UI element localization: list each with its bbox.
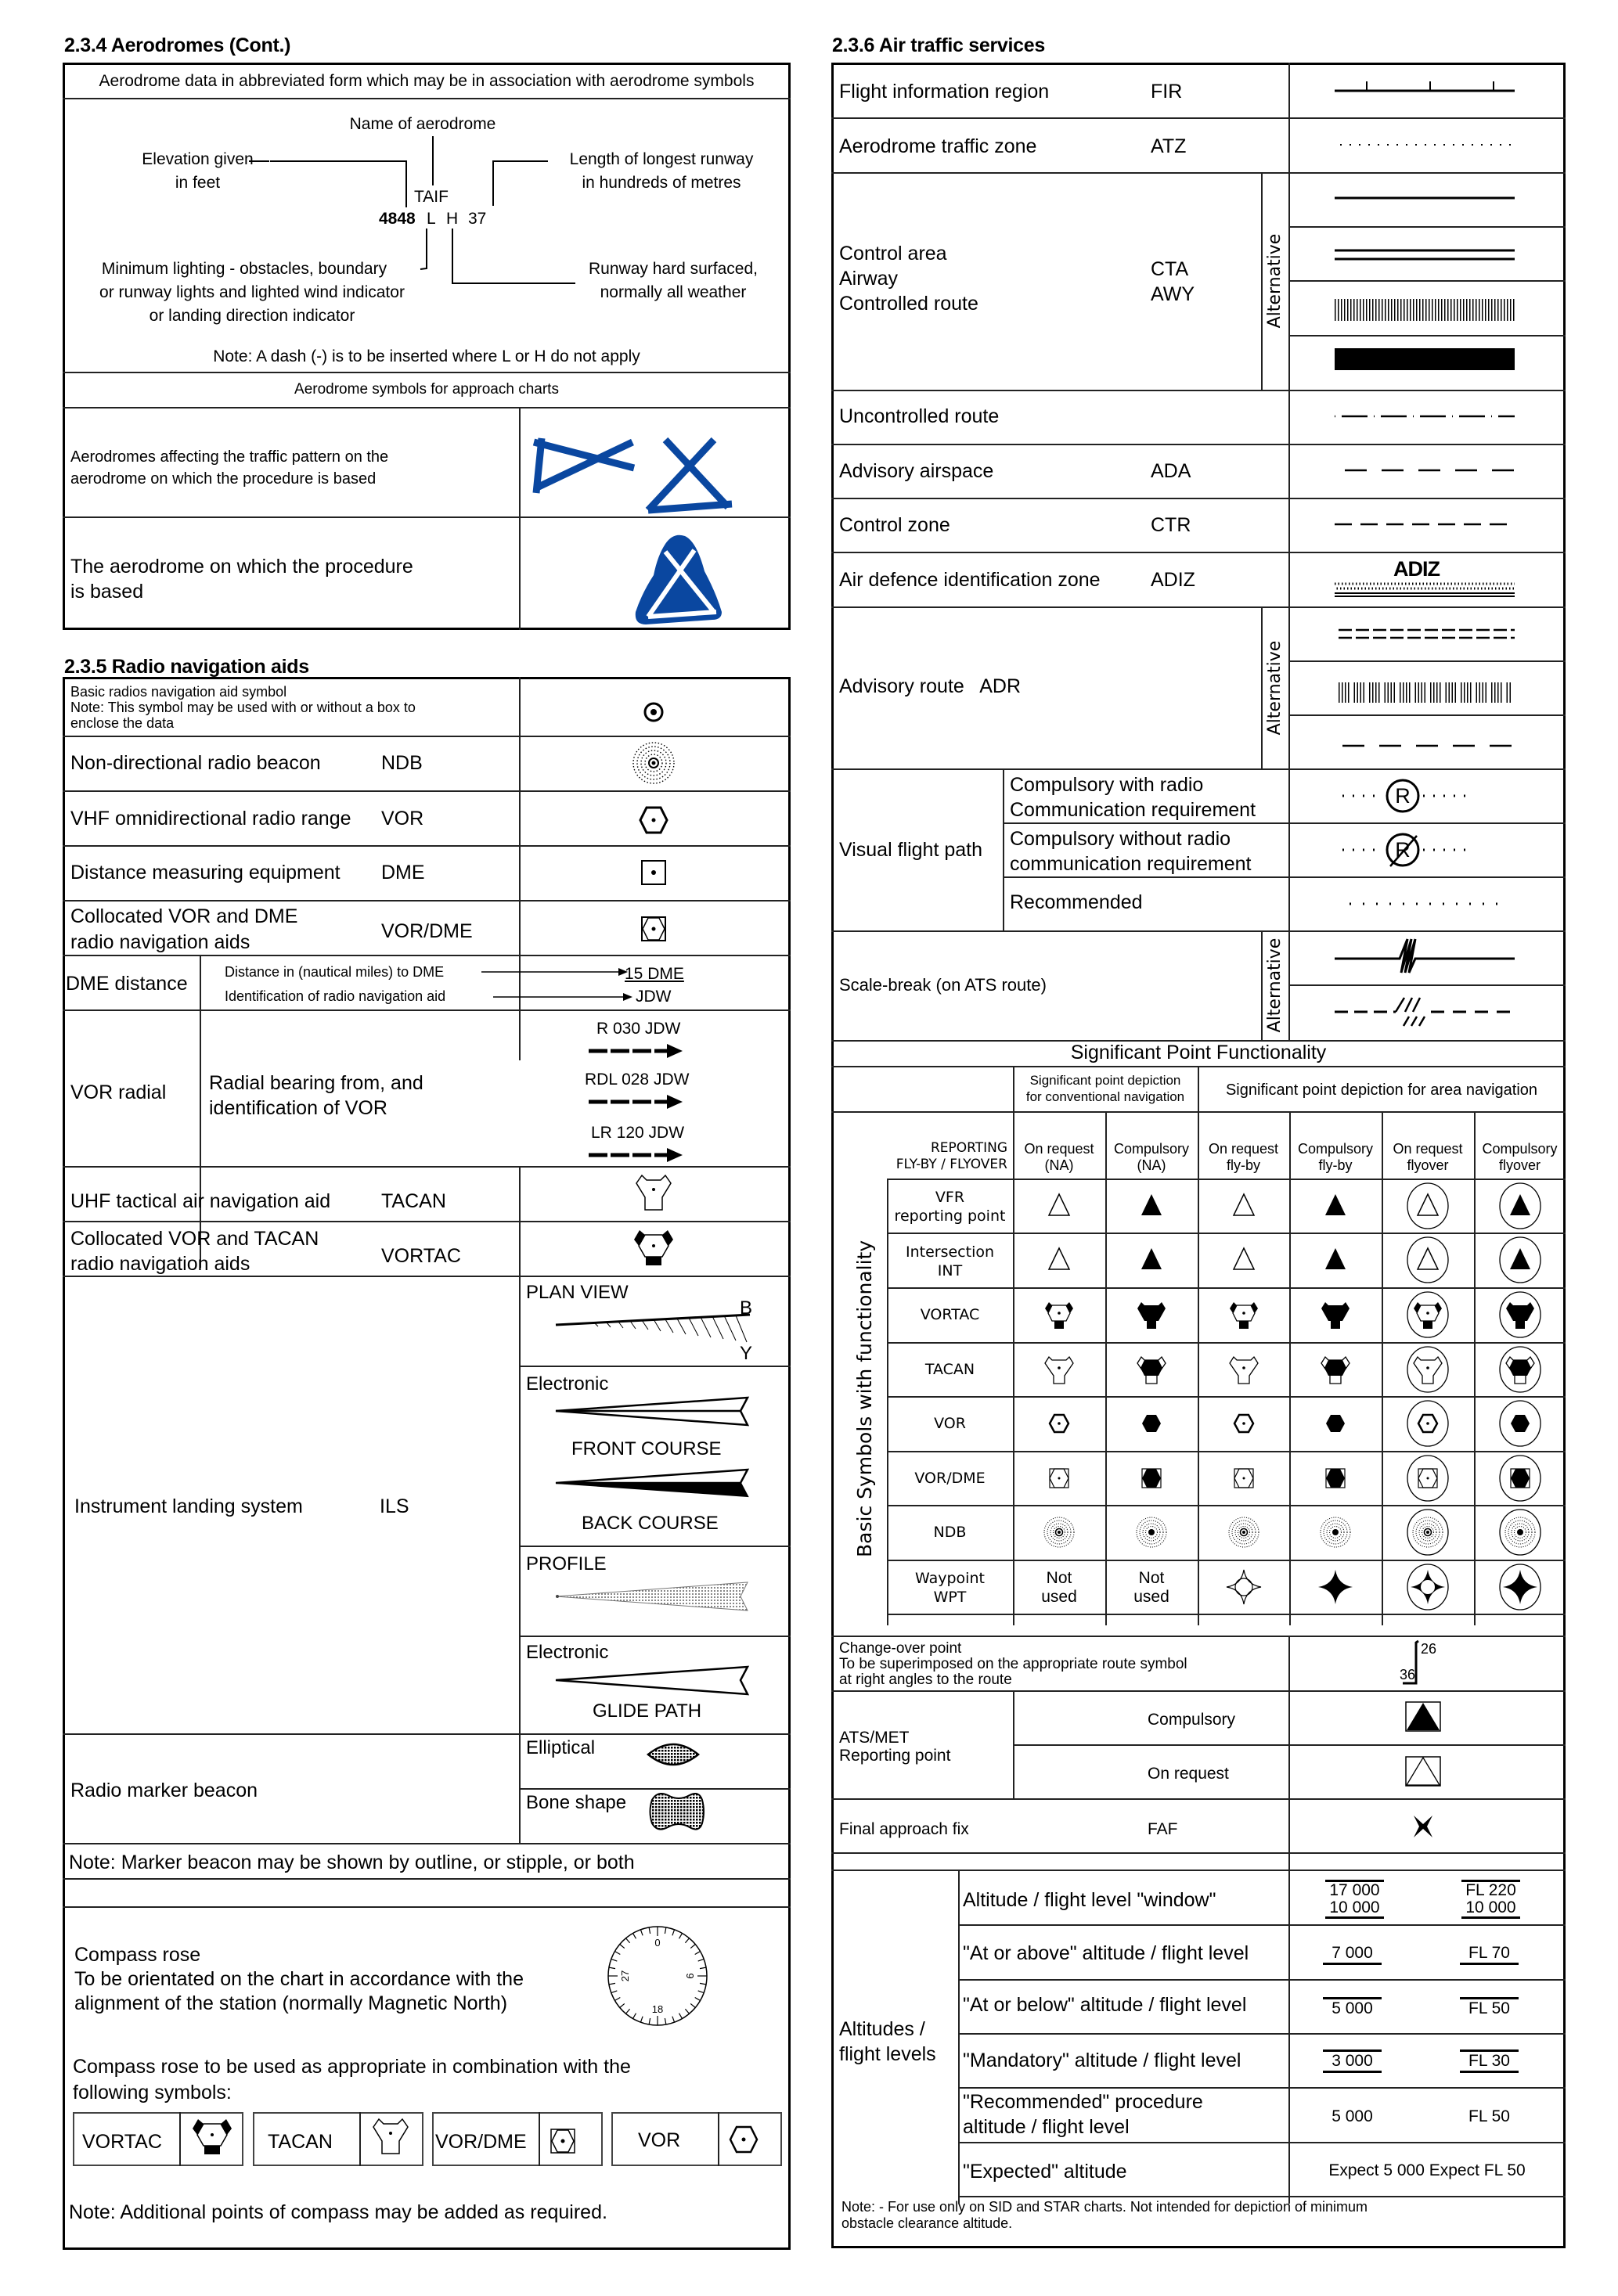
divider <box>1288 335 1566 336</box>
affecting-aerodrome-icon <box>534 438 634 493</box>
combo-vortac-icon <box>191 2118 233 2157</box>
surface-label-2: normally all weather <box>600 283 747 301</box>
at-or-below-fl: FL 50 <box>1460 1997 1519 2018</box>
divider <box>63 1009 791 1011</box>
tacan-icon <box>632 1174 675 1213</box>
surface-label-1: Runway hard surfaced, <box>589 260 758 278</box>
expected-altitude-label: "Expected" altitude <box>963 2161 1127 2183</box>
divider <box>179 2112 181 2166</box>
combo-vor-dme-label: VOR/DME <box>435 2131 527 2153</box>
name-of-aerodrome-label: Name of aerodrome <box>349 115 496 133</box>
section-title-air-traffic-services: 2.3.6 Air traffic services <box>832 34 1045 56</box>
cta-label: Control area Airway Controlled route <box>839 243 978 315</box>
aerodrome-approach-symbols <box>517 407 791 630</box>
combo-tacan-label: TACAN <box>268 2131 333 2153</box>
svg-text:R: R <box>1395 784 1411 808</box>
divider <box>63 845 791 847</box>
combo-vor-dme-icon <box>550 2128 576 2154</box>
divider <box>1003 768 1004 930</box>
expected-altitude-value: Expect 5 000 Expect FL 50 <box>1328 2161 1526 2179</box>
atz-abbr: ATZ <box>1151 135 1187 157</box>
divider <box>1261 606 1263 768</box>
vortac-symbols <box>1045 1292 1541 1337</box>
intersection-symbols <box>1049 1237 1541 1283</box>
compass-rose-icon <box>607 1925 708 2027</box>
at-or-below-label: "At or below" altitude / flight level <box>963 1994 1247 2016</box>
spf-area-header: Significant point depiction for area navigation <box>1225 1081 1538 1099</box>
affecting-label: Aerodromes affecting the traffic pattern on the aerodrome on which the procedure is based <box>70 448 389 488</box>
combo-vor-icon <box>728 2125 759 2154</box>
at-or-below-alt: 5 000 <box>1323 1997 1382 2018</box>
spf-row-vortac: VORTAC <box>920 1306 980 1323</box>
dme-distance-value: 15 DME <box>625 965 684 983</box>
ils-y-label: Y <box>740 1343 753 1364</box>
vfr-reporting-point-symbols <box>1049 1183 1541 1229</box>
spf-symbol-grid <box>1013 1179 1566 1617</box>
divider <box>958 2196 1566 2197</box>
ada-dashed-symbol <box>1331 466 1519 474</box>
profile-label: PROFILE <box>526 1553 607 1574</box>
fir-line-symbol <box>1331 78 1519 98</box>
change-over-point-desc: Change-over point To be superimposed on the appropriate route symbol at right angles to the route <box>839 1640 1187 1688</box>
atz-label: Aerodrome traffic zone <box>839 135 1037 157</box>
electronic-glide-label: Electronic <box>526 1642 609 1663</box>
glide-path-label: GLIDE PATH <box>593 1700 702 1722</box>
divider <box>831 117 1566 119</box>
spf-col-3: On request fly-by <box>1208 1141 1279 1173</box>
example-elevation: 4848 <box>379 210 416 228</box>
tacan-label: UHF tactical air navigation aid <box>70 1190 331 1212</box>
ils-abbr: ILS <box>380 1495 409 1517</box>
divider <box>359 2112 361 2166</box>
adiz-stipple-symbol <box>1331 578 1519 601</box>
ats-met-compulsory-label: Compulsory <box>1148 1711 1236 1729</box>
ats-met-on-request-label: On request <box>1148 1765 1229 1783</box>
front-course-label: FRONT COURSE <box>571 1438 722 1459</box>
vor-dme-symbols <box>1050 1456 1541 1501</box>
spf-col-1: On request (NA) <box>1024 1141 1094 1173</box>
cta-abbr: CTA AWY <box>1151 258 1195 305</box>
ada-abbr: ADA <box>1151 460 1191 482</box>
divider <box>1261 172 1263 390</box>
vor-radial-label: VOR radial <box>70 1081 167 1103</box>
spf-row-vfr: VFR reporting point <box>894 1189 1006 1225</box>
divider <box>831 1111 1566 1113</box>
uncontrolled-route-label: Uncontrolled route <box>839 405 1000 427</box>
altitude-window-label: Altitude / flight level "window" <box>963 1889 1216 1911</box>
combo-tacan-icon <box>369 2118 412 2157</box>
divider <box>831 1870 1566 1871</box>
spf-side-label: Basic Symbols with functionality <box>853 1240 876 1557</box>
section-title-aerodromes: 2.3.4 Aerodromes (Cont.) <box>64 34 291 56</box>
divider <box>1013 1744 1566 1746</box>
combo-vor-label: VOR <box>638 2129 681 2151</box>
elliptical-label: Elliptical <box>526 1737 596 1758</box>
divider <box>831 768 1566 770</box>
divider <box>539 2112 540 2166</box>
divider <box>831 1852 1566 1854</box>
divider <box>831 444 1566 445</box>
fir-abbr: FIR <box>1151 81 1183 103</box>
divider <box>958 1979 1566 1981</box>
vor-radial-desc: Radial bearing from, and identification of VOR <box>209 1072 423 1119</box>
waypoint-not-used-2: Not used <box>1133 1569 1169 1606</box>
dme-distance-desc: Distance in (nautical miles) to DME <box>225 964 445 980</box>
faf-maltese-cross-icon <box>1411 1814 1435 1839</box>
divider <box>63 1166 791 1168</box>
spf-col-5: On request flyover <box>1393 1141 1463 1173</box>
faf-label: Final approach fix <box>839 1820 969 1838</box>
altitudes-label: Altitudes / flight levels <box>839 2018 936 2065</box>
divider <box>519 1546 791 1547</box>
fir-label: Flight information region <box>839 81 1050 103</box>
svg-text:0: 0 <box>654 1937 661 1949</box>
back-course-label: BACK COURSE <box>582 1513 719 1534</box>
waypoint-not-used-1: Not used <box>1041 1569 1077 1606</box>
recommended-fl: FL 50 <box>1468 2107 1510 2125</box>
adr-alternative-label: Alternative <box>1265 640 1285 736</box>
radial-arrows <box>583 1033 724 1166</box>
cop-bottom-value: 36 <box>1400 1667 1416 1682</box>
ils-plan-view-icon <box>548 1311 767 1350</box>
divider <box>831 930 1566 932</box>
spf-row-ndb: NDB <box>933 1524 967 1541</box>
on-request-reporting-icon <box>1406 1757 1440 1786</box>
mandatory-label: "Mandatory" altitude / flight level <box>963 2049 1241 2071</box>
spf-row-intersection: Intersection INT <box>905 1243 995 1279</box>
divider <box>519 1166 521 1733</box>
vortac-icon <box>632 1229 675 1268</box>
divider <box>1288 1636 1290 1884</box>
divider <box>1261 930 1263 1040</box>
vor-dme-icon <box>640 916 667 942</box>
elevation-label: Elevation given <box>142 150 254 168</box>
ctr-dashed-symbol <box>1331 520 1519 528</box>
divider <box>63 1843 791 1844</box>
spf-row-tacan: TACAN <box>924 1361 975 1378</box>
back-course-icon <box>556 1470 748 1496</box>
combo-vortac-label: VORTAC <box>82 2131 162 2153</box>
ndb-symbols <box>1044 1510 1541 1555</box>
spf-row-vor-dme: VOR/DME <box>914 1470 986 1487</box>
ndb-abbr: NDB <box>381 752 423 774</box>
recommended-altitude-label: "Recommended" procedure altitude / flight level <box>963 2091 1203 2138</box>
divider <box>1288 714 1566 716</box>
divider <box>63 900 791 901</box>
uncontrolled-route-symbol <box>1331 412 1519 420</box>
ada-label: Advisory airspace <box>839 460 994 482</box>
ils-label: Instrument landing system <box>74 1495 303 1517</box>
vor-dme-abbr: VOR/DME <box>381 920 473 942</box>
vfp-without-radio-label: Compulsory without radio communication requirement <box>1010 828 1252 875</box>
ats-met-symbols <box>1404 1700 1443 1790</box>
spf-row-vor: VOR <box>934 1415 966 1432</box>
vor-abbr: VOR <box>381 808 424 830</box>
at-or-above-fl: FL 70 <box>1460 1944 1519 1965</box>
elliptical-marker-icon <box>648 1744 698 1765</box>
divider <box>831 1690 1566 1692</box>
tacan-symbols <box>1045 1347 1541 1392</box>
divider <box>958 2087 1566 2089</box>
ats-met-label: ATS/MET Reporting point <box>839 1729 951 1765</box>
basic-symbol-desc: Basic radios navigation aid symbol Note: This symbol may be used with or without a box to enclose the data <box>70 684 416 731</box>
spf-row-waypoint: Waypoint WPT <box>915 1570 985 1606</box>
bone-marker-icon <box>650 1794 704 1830</box>
spf-col-2: Compulsory (NA) <box>1113 1141 1190 1173</box>
aerodrome-data-header: Aerodrome data in abbreviated form which may be in association with aerodrome symbols <box>99 72 755 90</box>
divider <box>63 1276 791 1277</box>
front-course-icon <box>556 1398 748 1425</box>
divider <box>63 1221 791 1222</box>
divider <box>958 1870 960 2204</box>
ndb-label: Non-directional radio beacon <box>70 752 321 774</box>
dme-icon <box>640 859 667 886</box>
divider <box>831 1798 1566 1800</box>
divider <box>958 2142 1566 2143</box>
dme-ident-value: JDW <box>636 988 672 1006</box>
procedure-aerodrome-icon <box>636 535 722 624</box>
divider <box>63 1878 791 1880</box>
affecting-aerodrome-triangle-icon <box>648 440 732 510</box>
cop-top-value: 26 <box>1421 1641 1437 1657</box>
divider <box>1288 1870 1290 2204</box>
divider <box>831 498 1566 499</box>
divider <box>63 790 791 792</box>
atz-dotted-symbol <box>1331 141 1519 149</box>
scale-break-symbols <box>1331 935 1519 1037</box>
adr-line-symbols <box>1331 622 1519 755</box>
adiz-abbr: ADIZ <box>1151 569 1195 591</box>
at-or-above-alt: 7 000 <box>1323 1944 1382 1965</box>
faf-abbr: FAF <box>1148 1820 1178 1838</box>
vfp-symbols <box>1331 779 1519 919</box>
mandatory-alt: 3 000 <box>1323 2049 1382 2073</box>
tacan-abbr: TACAN <box>381 1190 446 1212</box>
divider <box>718 2112 719 2166</box>
adr-label: Advisory route ADR <box>839 675 1022 697</box>
dme-abbr: DME <box>381 862 425 883</box>
spf-col-6: Compulsory flyover <box>1482 1141 1558 1173</box>
recommended-alt: 5 000 <box>1332 2107 1373 2125</box>
radial-example-1: R 030 JDW <box>596 1020 681 1038</box>
glide-path-icon <box>548 1663 751 1698</box>
divider <box>831 552 1566 553</box>
svg-text:9: 9 <box>684 1973 696 1979</box>
ctr-abbr: CTR <box>1151 514 1191 536</box>
divider <box>63 1906 791 1908</box>
vor-icon <box>638 806 669 834</box>
electronic-label: Electronic <box>526 1373 609 1395</box>
example-aerodrome-name: TAIF <box>414 188 449 206</box>
divider <box>831 172 1566 174</box>
divider <box>958 1924 1566 1926</box>
runway-length-label: Length of longest runway <box>569 150 754 168</box>
ils-profile-icon <box>548 1581 751 1620</box>
example-lighting: L <box>427 210 436 228</box>
dme-ident-desc: Identification of radio navigation aid <box>225 988 446 1004</box>
divider <box>63 736 791 737</box>
lighting-label-3: or landing direction indicator <box>149 307 355 325</box>
divider <box>1288 280 1566 282</box>
compass-rose-desc: Compass rose To be orientated on the chart in accordance with the alignment of the station (normally Magnetic North) <box>74 1944 524 2014</box>
mandatory-fl: FL 30 <box>1460 2049 1519 2073</box>
at-or-above-label: "At or above" altitude / flight level <box>963 1942 1249 1964</box>
altitudes-note: Note: - For use only on SID and STAR charts. Not intended for depiction of minimum obstacle clearance altitude. <box>841 2199 1368 2231</box>
divider <box>519 1636 791 1637</box>
ils-b-label: B <box>740 1297 753 1319</box>
vfp-recommended-label: Recommended <box>1010 891 1143 913</box>
vor-symbols <box>1050 1401 1541 1446</box>
spf-row-header: REPORTING FLY-BY / FLYOVER <box>895 1140 1007 1172</box>
divider <box>1288 660 1566 662</box>
approach-charts-header: Aerodrome symbols for approach charts <box>294 381 559 398</box>
dme-distance-arrows <box>477 963 634 1002</box>
divider <box>63 1733 791 1735</box>
solid-bar-symbol <box>1335 348 1515 370</box>
section-title-radio-navigation-aids: 2.3.5 Radio navigation aids <box>64 656 309 678</box>
spf-col-4: Compulsory fly-by <box>1297 1141 1374 1173</box>
marker-beacon-icons <box>646 1737 748 1839</box>
marker-beacon-label: Radio marker beacon <box>70 1780 258 1801</box>
lighting-label-2: or runway lights and lighted wind indicator <box>99 283 405 301</box>
spf-conventional-header: Significant point depiction for conventional navigation <box>1025 1073 1185 1104</box>
spf-title: Significant Point Functionality <box>1070 1042 1327 1063</box>
cta-line-symbols <box>1331 192 1519 380</box>
vfp-label: Visual flight path <box>839 839 982 861</box>
divider <box>1288 226 1566 228</box>
divider <box>519 1366 791 1367</box>
adiz-symbol-text: ADIZ <box>1393 557 1440 581</box>
divider <box>831 1636 1566 1637</box>
vor-dme-label: Collocated VOR and DME radio navigation aids <box>70 905 298 953</box>
plan-view-label: PLAN VIEW <box>526 1282 629 1303</box>
dme-distance-label: DME distance <box>66 973 188 995</box>
svg-text:R: R <box>1395 838 1411 862</box>
ctr-label: Control zone <box>839 514 950 536</box>
divider <box>1288 984 1566 986</box>
waypoint-symbols <box>1227 1564 1541 1610</box>
compulsory-reporting-icon <box>1406 1702 1440 1731</box>
example-surface: H <box>446 210 459 228</box>
scale-break-alternative-label: Alternative <box>1265 937 1285 1033</box>
compass-note: Note: Additional points of compass may be added as required. <box>69 2201 607 2223</box>
runway-length-label-2: in hundreds of metres <box>582 174 741 192</box>
divider <box>519 677 521 1060</box>
bone-shape-label: Bone shape <box>526 1792 627 1813</box>
svg-text:27: 27 <box>619 1970 631 1982</box>
adiz-label: Air defence identification zone <box>839 569 1101 591</box>
scale-break-label: Scale-break (on ATS route) <box>839 975 1047 995</box>
vortac-abbr: VORTAC <box>381 1245 461 1267</box>
vfp-with-radio-label: Compulsory with radio Communication requirement <box>1010 774 1256 821</box>
svg-text:18: 18 <box>651 2003 664 2015</box>
vor-label: VHF omnidirectional radio range <box>70 808 351 830</box>
lighting-label-1: Minimum lighting - obstacles, boundary <box>101 260 387 278</box>
divider <box>831 606 1566 608</box>
aerodrome-note: Note: A dash (-) is to be inserted where L or H do not apply <box>213 347 640 365</box>
dme-label: Distance measuring equipment <box>70 862 341 883</box>
elevation-label-2: in feet <box>175 174 221 192</box>
compass-combo-desc: Compass rose to be used as appropriate in combination with the following symbols: <box>73 2056 631 2103</box>
example-runway-length: 37 <box>468 210 487 228</box>
radial-example-2: RDL 028 JDW <box>585 1071 690 1089</box>
ndb-icon <box>630 740 677 786</box>
marker-note: Note: Marker beacon may be shown by outline, or stipple, or both <box>69 1852 635 1873</box>
altitude-window-value: 17 000 10 000 <box>1325 1880 1384 1919</box>
based-label: The aerodrome on which the procedure is based <box>70 556 413 603</box>
divider <box>831 390 1566 391</box>
vortac-label: Collocated VOR and TACAN radio navigation aids <box>70 1228 319 1275</box>
basic-navaid-icon <box>642 700 665 724</box>
fl-window-value: FL 220 10 000 <box>1461 1880 1520 1919</box>
divider <box>63 955 791 956</box>
divider <box>63 372 791 373</box>
cta-alternative-label: Alternative <box>1265 233 1285 329</box>
divider <box>958 2033 1566 2035</box>
radial-example-3: LR 120 JDW <box>591 1124 685 1142</box>
